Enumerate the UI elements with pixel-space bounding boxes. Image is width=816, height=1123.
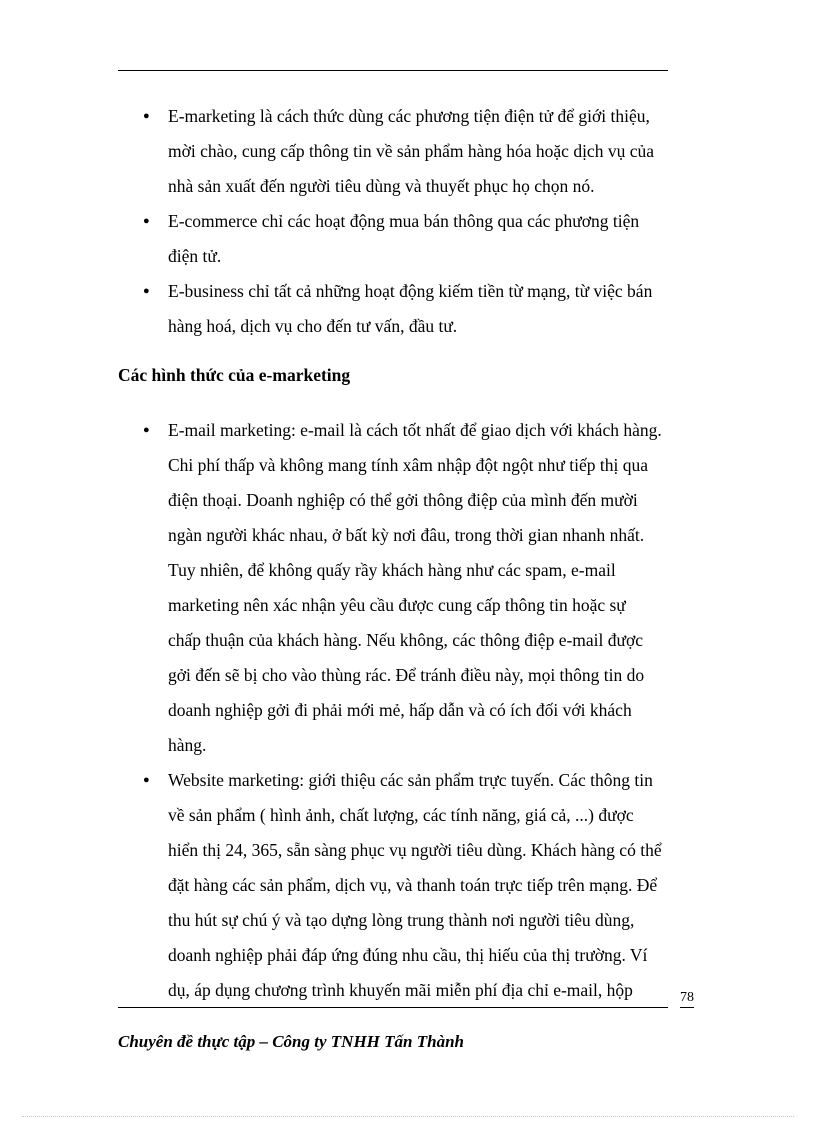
text-line: ngàn người khác nhau, ở bất kỳ nơi đâu, trong thời gian nhanh nhất. (168, 525, 645, 545)
text-line: E-business chỉ tất cả những hoạt động kiếm tiền từ mạng, từ việc bán (168, 281, 653, 301)
bullet-icon: ● (143, 285, 150, 297)
list-item (0, 413, 816, 763)
text-line: mời chào, cung cấp thông tin về sản phẩm hàng hóa hoặc dịch vụ của (168, 141, 654, 161)
text-line: điện tử. (168, 246, 222, 266)
text-line: E-marketing là cách thức dùng các phương tiện điện tử để giới thiệu, (168, 106, 650, 126)
list-item (0, 274, 816, 344)
text-line: gởi đến sẽ bị cho vào thùng rác. Để tránh điều này, mọi thông tin do (168, 665, 645, 685)
text-line: hàng hoá, dịch vụ cho đến tư vấn, đầu tư. (168, 316, 458, 336)
text-line: E-mail marketing: e-mail là cách tốt nhất để giao dịch với khách hàng. (168, 420, 662, 440)
text-line: E-commerce chỉ các hoạt động mua bán thông qua các phương tiện (168, 211, 640, 231)
text-line: chấp thuận của khách hàng. Nếu không, các thông điệp e-mail được (168, 630, 644, 650)
text-line: điện thoại. Doanh nghiệp có thể gởi thông điệp của mình đến mười (168, 490, 638, 510)
text-line: hàng. (168, 735, 207, 755)
page-edge-divider (22, 1116, 794, 1117)
text-line: marketing nên xác nhận yêu cầu được cung cấp thông tin hoặc sự (168, 595, 626, 615)
text-line: đặt hàng các sản phẩm, dịch vụ, và thanh toán trực tiếp trên mạng. Để (168, 875, 658, 895)
text-line: dụ, áp dụng chương trình khuyến mãi miễn phí địa chỉ e-mail, hộp (168, 980, 633, 1000)
header-rule (118, 70, 668, 71)
text-line: hiển thị 24, 365, sẵn sàng phục vụ người tiêu dùng. Khách hàng có thể (168, 840, 662, 860)
text-line: về sản phẩm ( hình ảnh, chất lượng, các tính năng, giá cả, ...) được (168, 805, 634, 825)
text-line: Tuy nhiên, để không quấy rầy khách hàng như các spam, e-mail (168, 560, 616, 580)
text-line: thu hút sự chú ý và tạo dựng lòng trung thành nơi người tiêu dùng, (168, 910, 635, 930)
page-number: 78 (680, 990, 694, 1008)
text-line: Website marketing: giới thiệu các sản phẩm trực tuyến. Các thông tin (168, 770, 653, 790)
footer-rule (118, 1007, 668, 1008)
text-line: nhà sản xuất đến người tiêu dùng và thuyết phục họ chọn nó. (168, 176, 595, 196)
section-heading: Các hình thức của e-marketing (118, 365, 351, 385)
bullet-icon: ● (143, 215, 150, 227)
definitions-list (0, 99, 816, 344)
text-line: doanh nghiệp gởi đi phải mới mẻ, hấp dẫn và có ích đối với khách (168, 700, 632, 720)
marketing-forms-list (0, 413, 816, 1008)
list-item (0, 204, 816, 274)
bullet-icon: ● (143, 110, 150, 122)
list-item (0, 99, 816, 204)
bullet-icon: ● (143, 424, 150, 436)
text-line: Chi phí thấp và không mang tính xâm nhập đột ngột như tiếp thị qua (168, 455, 648, 475)
text-line: doanh nghiệp phải đáp ứng đúng nhu cầu, thị hiếu của thị trường. Ví (168, 945, 648, 965)
bullet-icon: ● (143, 774, 150, 786)
list-item (0, 763, 816, 1008)
footer-text: Chuyên đề thực tập – Công ty TNHH Tấn Thành (118, 1032, 464, 1051)
